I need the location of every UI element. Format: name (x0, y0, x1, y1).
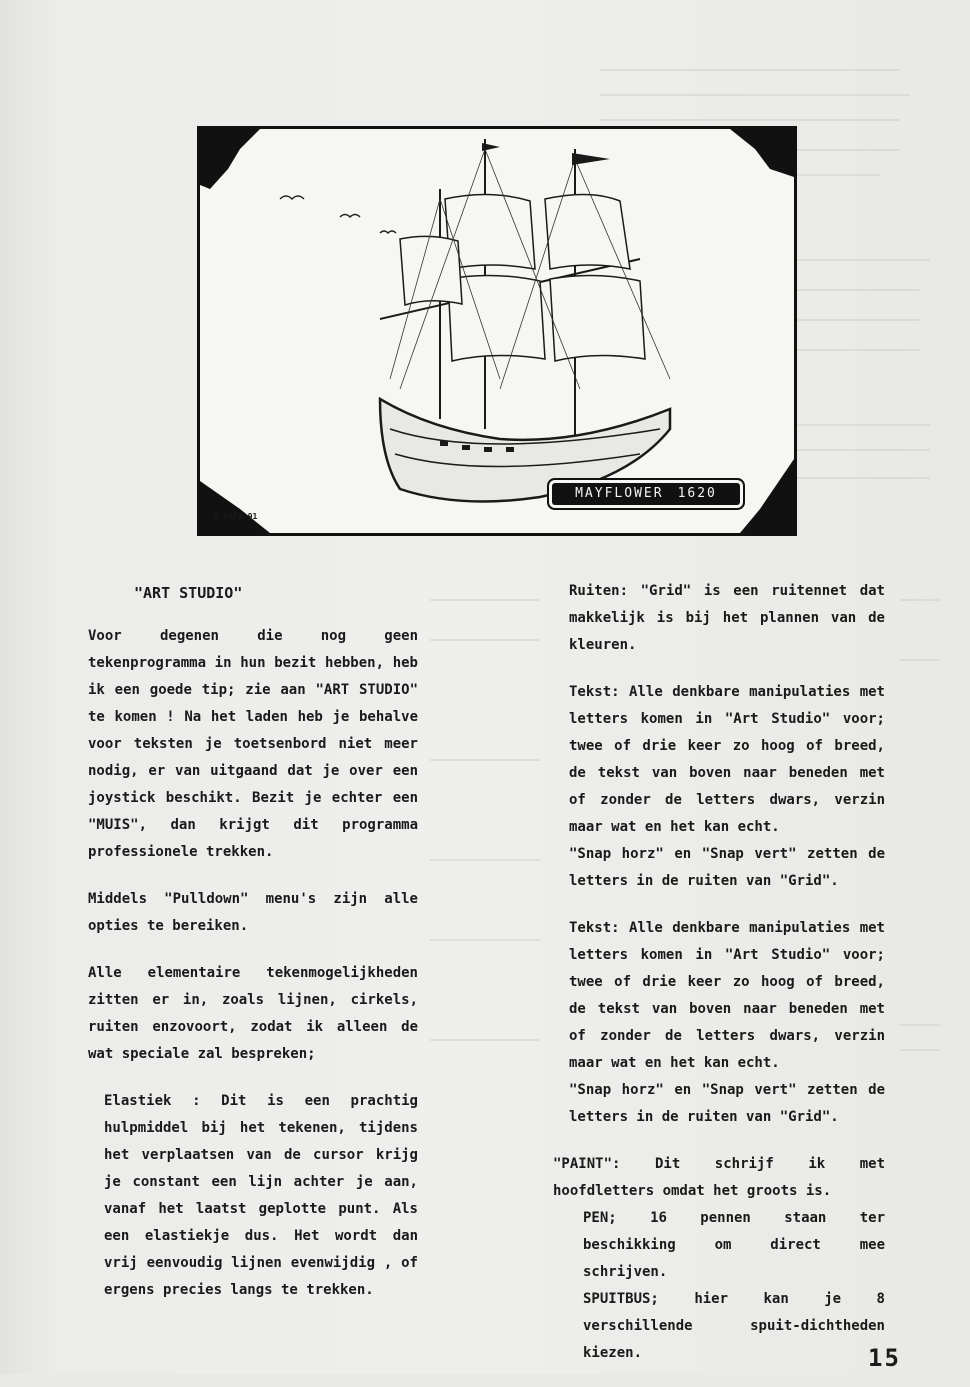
tekst-label-1: Tekst: (569, 684, 620, 700)
tekst-body-1: Alle denkbare manipulaties met letters komen in "Art Studio" voor; twee of drie keer zo hoog of breed, de tekst van boven naar beneden met of zonder de letters dwars, verzin maar wat en het kan echt. (569, 684, 885, 835)
tekst-paragraph-1 (553, 679, 885, 895)
tekst-body-2: Alle denkbare manipulaties met letters komen in "Art Studio" voor; twee of drie keer zo hoog of breed, de tekst van boven naar beneden met of zonder de letters dwars, verzin maar wat en het kan echt. (569, 920, 885, 1071)
left-column (88, 580, 418, 1324)
tekst-snap-2: "Snap horz" en "Snap vert" zetten de letters in de ruiten van "Grid". (569, 1082, 885, 1125)
elastiek-paragraph: Elastiek : Dit is een prachtig hulpmiddel bij het tekenen, tijdens het verplaatsen van de cursor krijg je constant een lijn achter je aan, vanaf het laatst geplotte punt. Als een elastiekje dus. Het wordt dan vrij eenvoudig lijnen evenwijdig , of ergens precies langs te trekken. (104, 1093, 418, 1298)
ship-name-banner (552, 483, 740, 505)
tekst-paragraph-2 (553, 915, 885, 1131)
page-number: 15 (868, 1344, 901, 1372)
artist-credit: E.MAFI 91 (214, 512, 258, 521)
article-heading: "ART STUDIO" (134, 584, 243, 602)
ruiten-paragraph: Ruiten: "Grid" is een ruitennet dat makkelijk is bij het plannen van de kleuren. (569, 583, 885, 653)
paint-intro: "PAINT": Dit schrijf ik met hoofdletters omdat het groots is. (553, 1156, 885, 1199)
elementary-tools-paragraph: Alle elementaire tekenmogelijkheden zitten er in, zoals lijnen, cirkels, ruiten enzovoort, zodat ik alleen de wat speciale zal bespreken; (88, 965, 418, 1062)
paint-spuitbus: SPUITBUS; hier kan je 8 verschillende spuit-dichtheden kiezen. (583, 1291, 885, 1361)
tekst-label-2: Tekst: (569, 920, 620, 936)
pulldown-paragraph: Middels "Pulldown" menu's zijn alle opties te bereiken. (88, 891, 418, 934)
paint-paragraph (553, 1151, 885, 1367)
banner-name: MAYFLOWER (575, 486, 664, 501)
banner-year: 1620 (677, 486, 717, 501)
right-column (553, 578, 885, 1387)
tekst-snap-1: "Snap horz" en "Snap vert" zetten de letters in de ruiten van "Grid". (569, 846, 885, 889)
mayflower-ship-drawing (200, 129, 794, 533)
ship-illustration (197, 126, 797, 536)
paint-pen: PEN; 16 pennen staan ter beschikking om direct mee schrijven. (583, 1210, 885, 1280)
intro-paragraph: Voor degenen die nog geen tekenprogramma in hun bezit hebben, heb ik een goede tip; zie aan "ART STUDIO" te komen ! Na het laden heb je behalve voor teksten je toetsenbord niet meer nodig, er van uitgaand dat je over een joystick beschikt. Bezit je echter een "MUIS", dan krijgt dit programma professionele trekken. (88, 628, 418, 860)
